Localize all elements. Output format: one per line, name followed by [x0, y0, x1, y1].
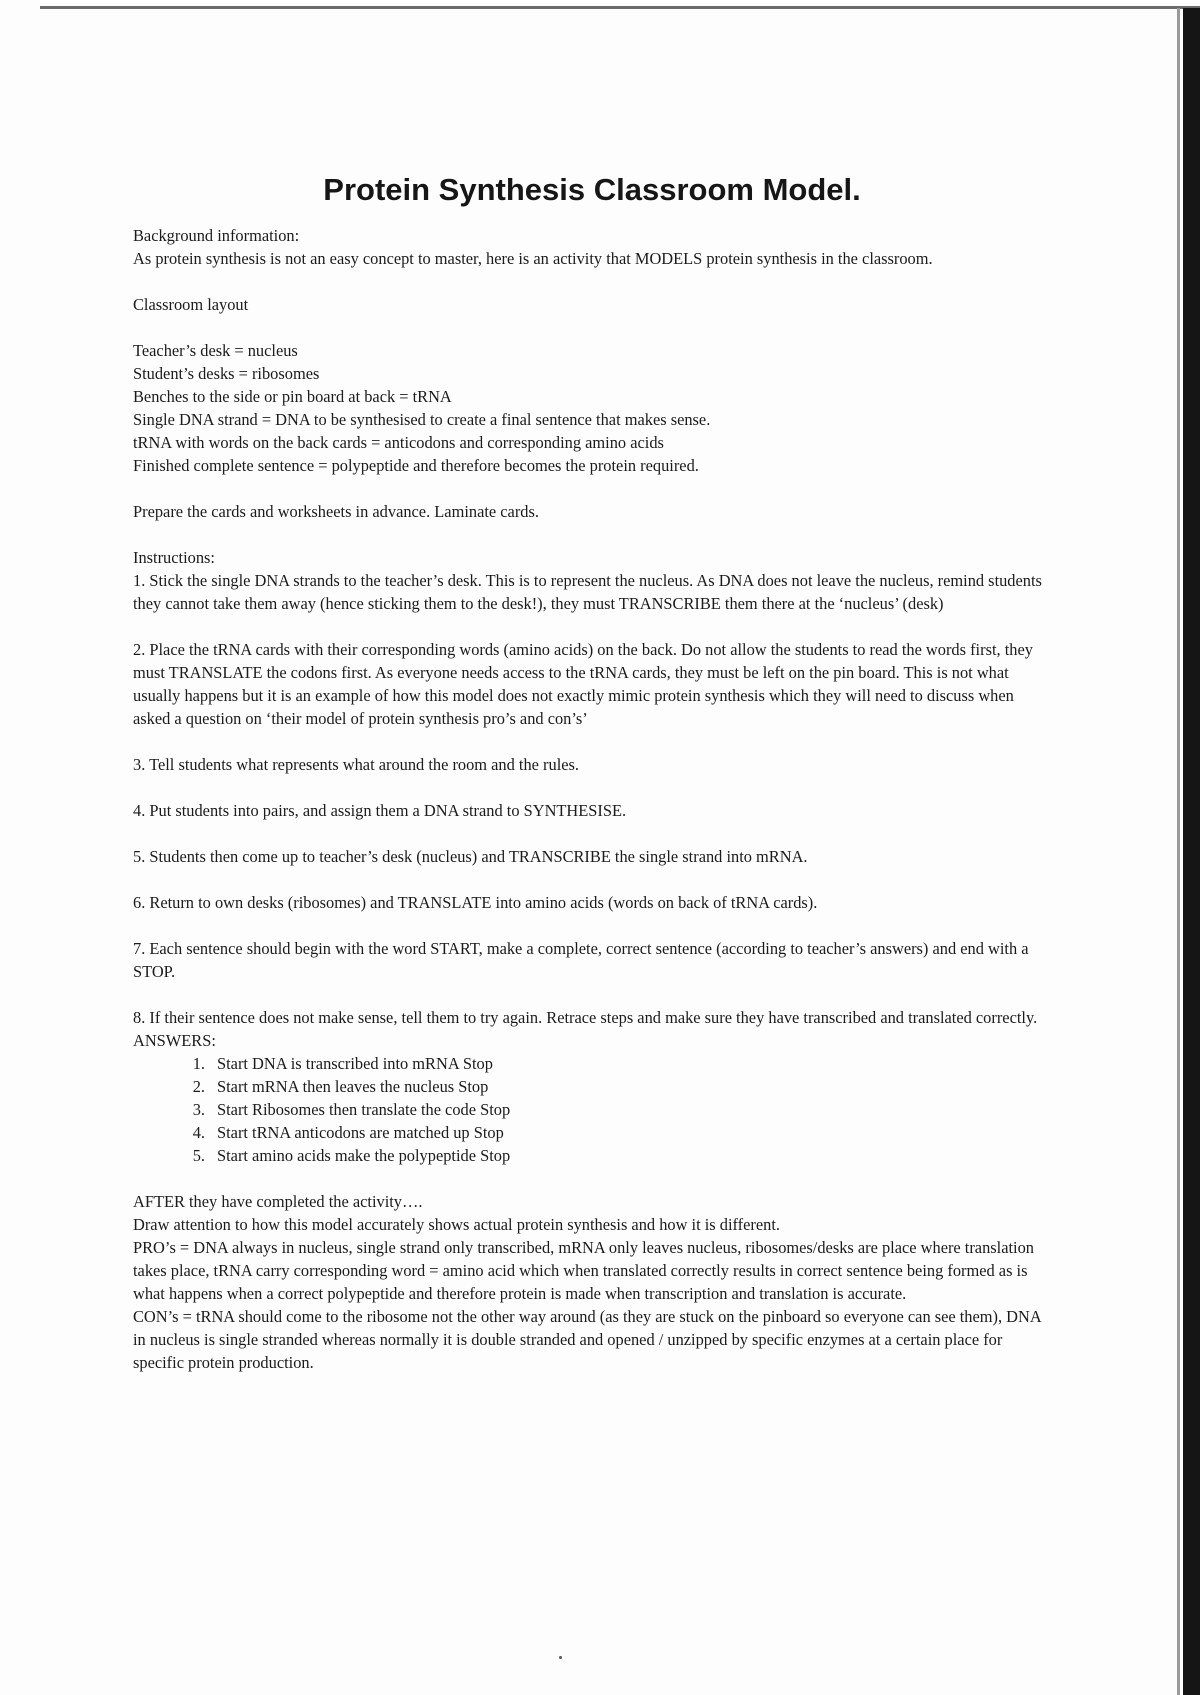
- scan-edge-shadow: [1177, 8, 1180, 1695]
- answers-heading: ANSWERS:: [133, 1031, 216, 1050]
- instruction-step: 1. Stick the single DNA strands to the teacher’s desk. This is to represent the nucleus. As DNA does not leave the nucleus, remind students they cannot take them away (hence sticking them to the desk!), they must TRANSCRIBE them there at the ‘nucleus’ (desk): [133, 571, 1042, 613]
- spacer: [133, 477, 1051, 500]
- layout-item: Teacher’s desk = nucleus: [133, 341, 298, 360]
- instruction-step: 4. Put students into pairs, and assign them a DNA strand to SYNTHESISE.: [133, 801, 627, 820]
- spacer: [133, 523, 1051, 546]
- answer-text: Start Ribosomes then translate the code Stop: [217, 1100, 511, 1119]
- instructions-heading: Instructions:: [133, 548, 215, 567]
- spacer: [133, 914, 1051, 937]
- page-title: Protein Synthesis Classroom Model.: [323, 172, 861, 207]
- instruction-step: 5. Students then come up to teacher’s desk (nucleus) and TRANSCRIBE the single strand into mRNA.: [133, 847, 808, 866]
- background-heading: Background information:: [133, 226, 300, 245]
- answer-text: Start DNA is transcribed into mRNA Stop: [217, 1054, 493, 1073]
- layout-item: Student’s desks = ribosomes: [133, 364, 320, 383]
- layout-heading: Classroom layout: [133, 295, 249, 314]
- answer-item: [173, 1144, 1051, 1167]
- layout-item: Benches to the side or pin board at back = tRNA: [133, 387, 452, 406]
- answer-number: 3.: [192, 1100, 205, 1119]
- scan-speck: [559, 1656, 562, 1659]
- layout-item: Finished complete sentence = polypeptide and therefore becomes the protein required.: [133, 456, 699, 475]
- answer-text: Start tRNA anticodons are matched up Stop: [217, 1123, 504, 1142]
- answer-number: 5.: [192, 1146, 205, 1165]
- spacer: [133, 776, 1051, 799]
- answer-item: [173, 1075, 1051, 1098]
- prepare-note: Prepare the cards and worksheets in advance. Laminate cards.: [133, 502, 539, 521]
- answer-item: [173, 1121, 1051, 1144]
- spacer: [133, 868, 1051, 891]
- spacer: [133, 270, 1051, 293]
- cons-paragraph: CON’s = tRNA should come to the ribosome not the other way around (as they are stuck on the pinboard so everyone can see them), DNA in nucleus is single stranded whereas normally it is double stranded and opened / unzipped by specific enzymes at a certain place for specific protein production.: [133, 1307, 1041, 1372]
- spacer: [133, 822, 1051, 845]
- spacer: [133, 316, 1051, 339]
- after-draw-attention: Draw attention to how this model accurately shows actual protein synthesis and how it is different.: [133, 1215, 780, 1234]
- document-body: [133, 170, 1051, 1374]
- answer-number: 2.: [192, 1077, 205, 1096]
- background-text: As protein synthesis is not an easy concept to master, here is an activity that MODELS protein synthesis in the classroom.: [133, 249, 933, 268]
- instruction-step: 2. Place the tRNA cards with their corresponding words (amino acids) on the back. Do not allow the students to read the words first, they must TRANSLATE the codons first. As everyone needs access to the tRNA cards, they must be left on the pin board. This is not what usually happens but it is an example of how this model does not exactly mimic protein synthesis which they will need to discuss when asked a question on ‘their model of protein synthesis pro’s and con’s’: [133, 640, 1033, 728]
- spacer: [133, 615, 1051, 638]
- after-heading: AFTER they have completed the activity….: [133, 1192, 423, 1211]
- answer-item: [173, 1098, 1051, 1121]
- answer-text: Start amino acids make the polypeptide Stop: [217, 1146, 511, 1165]
- spacer: [133, 983, 1051, 1006]
- spacer: [133, 1167, 1051, 1190]
- answer-item: [173, 1052, 1051, 1075]
- spacer: [133, 730, 1051, 753]
- answer-number: 4.: [192, 1123, 205, 1142]
- answers-list: [133, 1052, 1051, 1167]
- layout-item: tRNA with words on the back cards = anticodons and corresponding amino acids: [133, 433, 664, 452]
- answer-number: 1.: [192, 1054, 205, 1073]
- instruction-step: 8. If their sentence does not make sense, tell them to try again. Retrace steps and make sure they have transcribed and translated correctly.: [133, 1008, 1038, 1027]
- scan-right-border: [1183, 8, 1200, 1695]
- scan-top-border: [40, 6, 1200, 9]
- instruction-step: 7. Each sentence should begin with the word START, make a complete, correct sentence (according to teacher’s answers) and end with a STOP.: [133, 939, 1029, 981]
- pros-paragraph: PRO’s = DNA always in nucleus, single strand only transcribed, mRNA only leaves nucleus, ribosomes/desks are place where translation takes place, tRNA carry corresponding word = amino acid which when translated correctly results in correct sentence being formed as is what happens when a correct polypeptide and therefore protein is made when transcription and translation is accurate.: [133, 1238, 1034, 1303]
- instruction-step: 3. Tell students what represents what around the room and the rules.: [133, 755, 579, 774]
- answer-text: Start mRNA then leaves the nucleus Stop: [217, 1077, 489, 1096]
- instruction-step: 6. Return to own desks (ribosomes) and TRANSLATE into amino acids (words on back of tRNA cards).: [133, 893, 818, 912]
- layout-item: Single DNA strand = DNA to be synthesised to create a final sentence that makes sense.: [133, 410, 711, 429]
